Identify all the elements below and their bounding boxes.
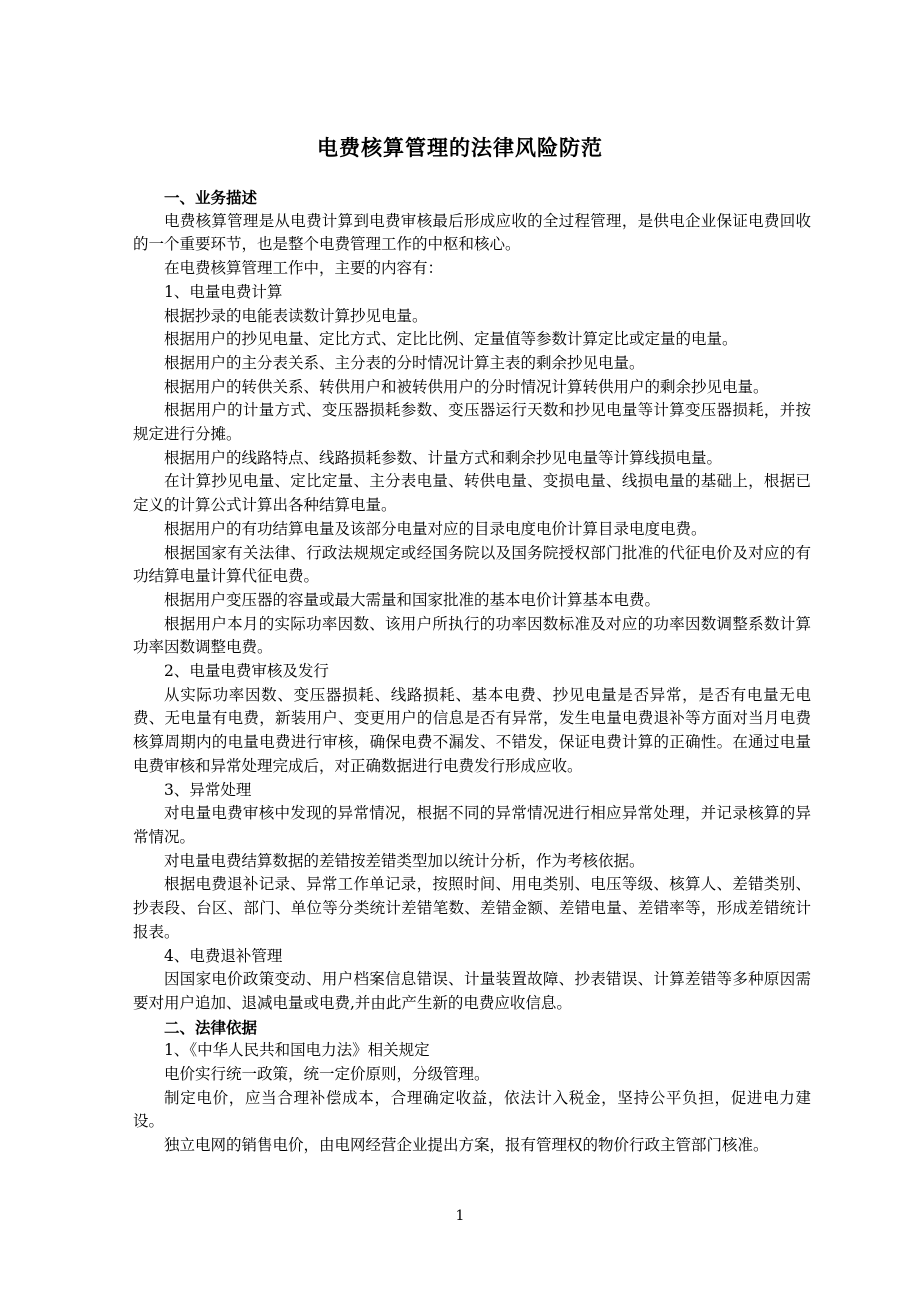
paragraph: 因国家电价政策变动、用户档案信息错误、计量装置故障、抄表错误、计算差错等多种原因需要对用户追加、退减电量或电费,并由此产生新的电费应收信息。 [133,970,811,1012]
subsection-heading: 3、异常处理 [164,780,252,799]
paragraph: 根据用户的计量方式、变压器损耗参数、变压器运行天数和抄见电量等计算变压器损耗，并按规定进行分摊。 [133,401,811,444]
paragraph: 根据用户的抄见电量、定比方式、定比比例、定量值等参数计算定比或定量的电量。 [164,330,738,349]
paragraph: 根据用户的转供关系、转供用户和被转供用户的分时情况计算转供用户的剩余抄见电量。 [164,377,769,396]
subsection-heading: 1、电量电费计算 [164,282,283,301]
paragraph: 根据电费退补记录、异常工作单记录，按照时间、用电类别、电压等级、核算人、差错类别、抄表段、台区、部门、单位等分类统计差错笔数、差错金额、差错电量、差错率等，形成差错统计报表。 [133,875,811,941]
section-heading: 一、业务描述 [164,188,258,207]
paragraph: 制定电价，应当合理补偿成本，合理确定收益，依法计入税金，坚持公平负担，促进电力建设。 [133,1088,811,1131]
document-body [133,186,811,1158]
paragraph: 根据用户的线路特点、线路损耗参数、计量方式和剩余抄见电量等计算线损电量。 [164,448,723,467]
paragraph: 在电费核算管理工作中，主要的内容有： [164,259,444,278]
page-title: 电费核算管理的法律风险防范 [317,135,603,160]
paragraph: 根据国家有关法律、行政法规规定或经国务院以及国务院授权部门批准的代征电价及对应的有功结算电量计算代征电费。 [133,543,811,586]
paragraph: 对电量电费结算数据的差错按差错类型加以统计分析，作为考核依据。 [164,851,645,870]
subsection-heading: 4、电费退补管理 [164,946,283,965]
subsection-heading: 1、《中华人民共和国电力法》相关规定 [164,1041,430,1060]
page-number: 1 [455,1208,465,1224]
section-heading: 二、法律依据 [164,1017,258,1037]
paragraph: 根据用户的主分表关系、主分表的分时情况计算主表的剩余抄见电量。 [164,353,645,372]
paragraph: 独立电网的销售电价，由电网经营企业提出方案，报有管理权的物价行政主管部门核准。 [164,1136,769,1155]
paragraph: 从实际功率因数、变压器损耗、线路损耗、基本电费、抄见电量是否异常，是否有电量无电费、无电量有电费，新装用户、变更用户的信息是否有异常，发生电量电费退补等方面对当月电费核算周期内的电量电费进行审核，确保电费不漏发、不错发，保证电费计算的正确性。在通过电量电费审核和异常处理完成后，对正确数据进行电费发行形成应收。 [133,685,811,775]
subsection-heading: 2、电量电费审核及发行 [164,662,329,681]
paragraph: 电价实行统一政策，统一定价原则，分级管理。 [164,1065,490,1084]
paragraph: 根据用户本月的实际功率因数、该用户所执行的功率因数标准及对应的功率因数调整系数计算功率因数调整电费。 [133,614,811,657]
paragraph: 根据抄录的电能表读数计算抄见电量。 [164,306,428,325]
paragraph: 在计算抄见电量、定比定量、主分表电量、转供电量、变损电量、线损电量的基础上，根据已定义的计算公式计算出各种结算电量。 [133,472,811,515]
paragraph: 电费核算管理是从电费计算到电费审核最后形成应收的全过程管理，是供电企业保证电费回收的一个重要环节，也是整个电费管理工作的中枢和核心。 [133,211,811,254]
paragraph: 根据用户的有功结算电量及该部分电量对应的目录电度电价计算目录电度电费。 [164,519,707,538]
paragraph: 根据用户变压器的容量或最大需量和国家批准的基本电价计算基本电费。 [164,590,661,609]
paragraph: 对电量电费审核中发现的异常情况，根据不同的异常情况进行相应异常处理，并记录核算的异常情况。 [133,804,811,846]
